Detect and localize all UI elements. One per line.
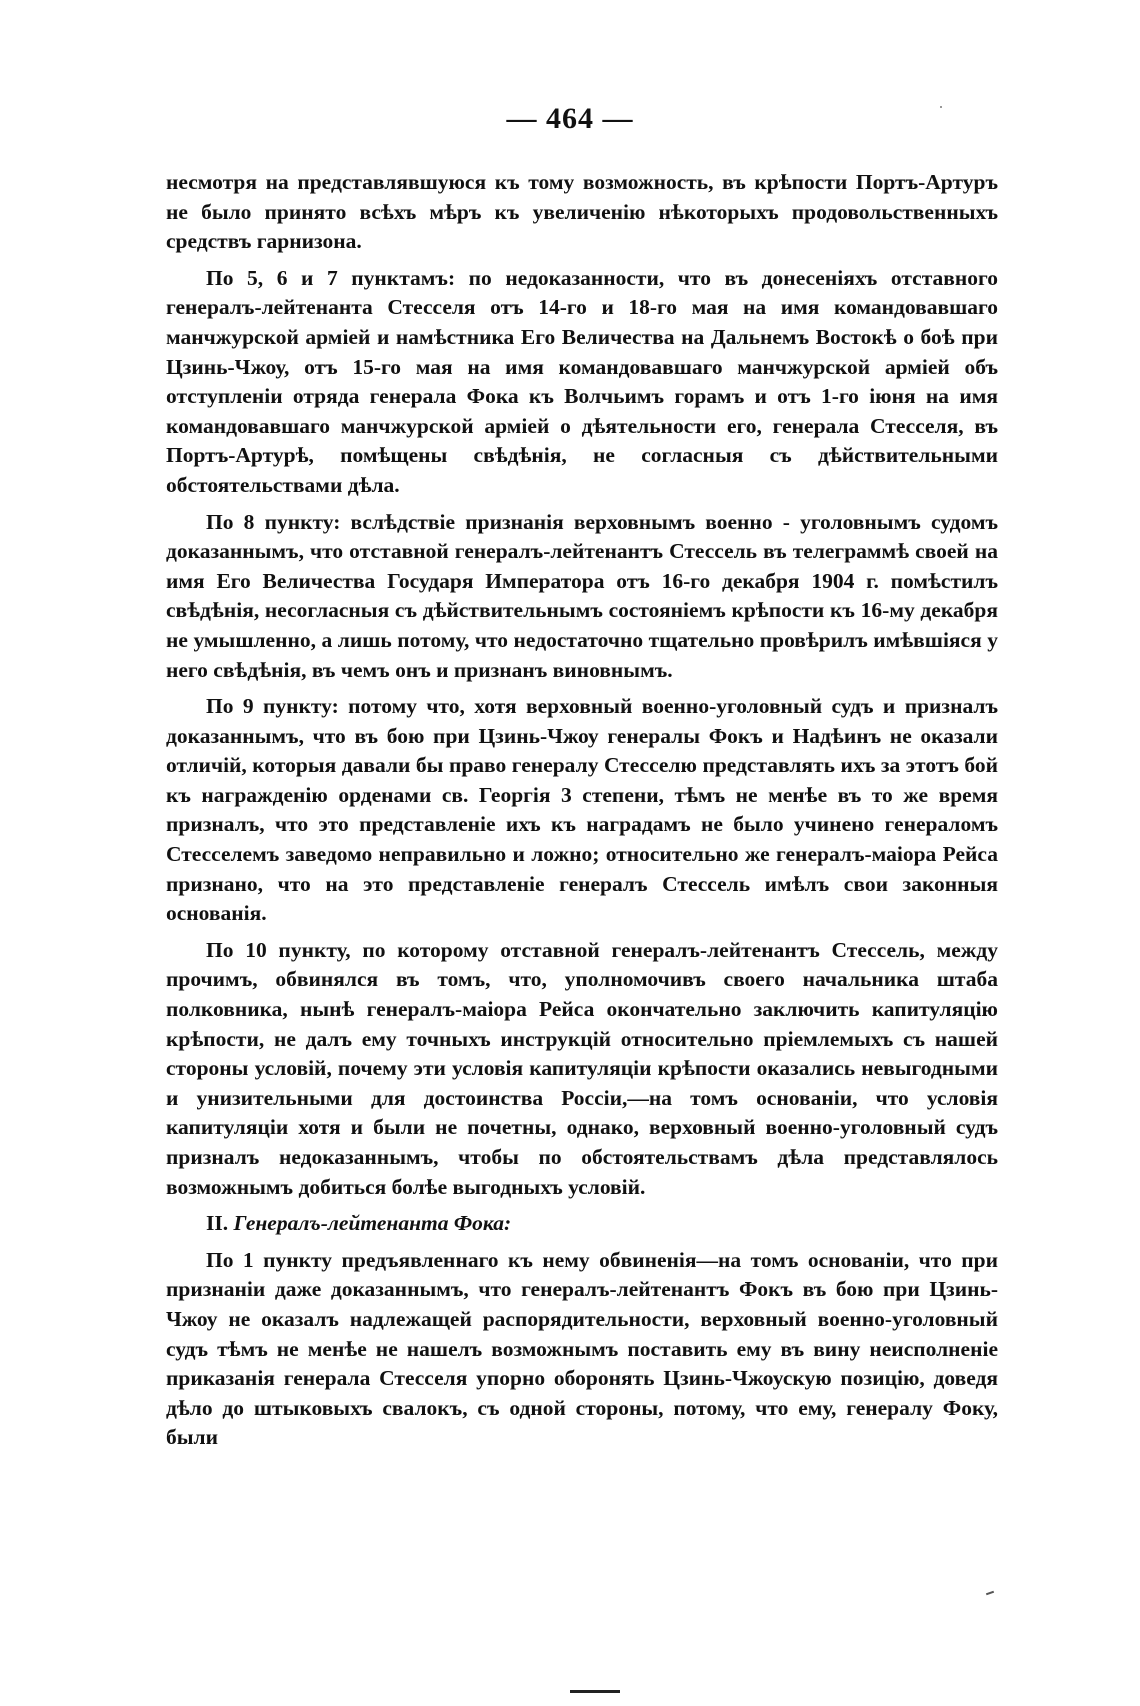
section-title: Генералъ-лейтенанта Фока: [233, 1211, 512, 1236]
paragraph-point-10: По 10 пункту, по которому отставной генералъ-лейтенантъ Стессель, между прочимъ, обвинялся въ томъ, что, уполномочивъ своего начальника штаба полковника, нынѣ генералъ-маіора Рейса окончательно заключить капитуляцію крѣпости, не далъ ему точныхъ инструкцій относительно пріемлемыхъ съ нашей стороны условій, почему эти условія капитуляціи крѣпости оказались невыгодными и унизительными для достоинства Россіи,—на томъ основаніи, что условія капитуляціи хотя и были не почетны, однако, верховный военно-уголовный судъ призналъ недоказаннымъ, чтобы по обстоятельствамъ дѣла представлялось возможнымъ добиться болѣе выгодныхъ условій. [166, 937, 998, 1199]
page-number: — 464 — [506, 102, 634, 135]
section-heading [166, 1209, 998, 1239]
paragraph-fok-point-1: По 1 пункту предъявленнаго къ нему обвиненія—на томъ основаніи, что при признаніи даже доказаннымъ, что генералъ-лейтенантъ Фокъ въ бою при Цзинь-Чжоу не оказалъ надлежащей распорядительности, верховный военно-уголовный судъ тѣмъ не менѣе не нашелъ возможнымъ поставить ему въ вину неисполненіе приказанія генерала Стесселя упорно оборонять Цзинь-Чжоускую позицію, доведя дѣло до штыковыхъ свалокъ, съ одной стороны, потому, что ему, генералу Фоку, были [166, 1247, 998, 1450]
paragraph-point-9: По 9 пункту: потому что, хотя верховный военно-уголовный судъ и призналъ доказаннымъ, что въ бою при Цзинь-Чжоу генералы Фокъ и Надѣинъ не оказали отличій, которыя давали бы право генералу Стесселю представлять ихъ за этотъ бой къ награжденію орденами св. Георгія 3 степени, тѣмъ не менѣе въ то же время призналъ, что это представленіе ихъ къ наградамъ не было учинено генераломъ Стесселемъ заведомо неправильно и ложно; относительно же генералъ-маіора Рейса признано, что на это представленіе генералъ Стессель имѣлъ свои законныя основанія. [166, 694, 998, 926]
section-number: II. [206, 1211, 229, 1236]
document-body [166, 168, 998, 1460]
paragraph-continuation: несмотря на представлявшуюся къ тому возможность, въ крѣпости Портъ-Артуръ не было принято всѣхъ мѣръ къ увеличенію нѣкоторыхъ продовольственныхъ средствъ гарнизона. [166, 170, 998, 254]
scan-mark [986, 1591, 994, 1596]
paragraph-points-5-6-7: По 5, 6 и 7 пунктамъ: по недоказанности, что въ донесеніяхъ отставного генералъ-лейтенанта Стесселя отъ 14-го и 18-го мая на имя командовавшаго манчжурской арміей и намѣстника Его Величества на Дальнемъ Востокѣ о боѣ при Цзинь-Чжоу, отъ 15-го мая на имя командовавшаго манчжурской арміей объ отступленіи отряда генерала Фока къ Волчьимъ горамъ и отъ 1-го іюня на имя командовавшаго манчжурской арміей о дѣятельности его, генерала Стесселя, въ Портъ-Артурѣ, помѣщены свѣдѣнія, не согласныя съ дѣйствительными обстоятельствами дѣла. [166, 265, 998, 497]
bottom-rule [570, 1690, 620, 1693]
paragraph-point-8: По 8 пункту: вслѣдствіе признанія верховнымъ военно - уголовнымъ судомъ доказаннымъ, что отставной генералъ-лейтенантъ Стессель въ телеграммѣ своей на имя Его Величества Государя Императора отъ 16-го декабря 1904 г. помѣстилъ свѣдѣнія, несогласныя съ дѣйствительнымъ состояніемъ крѣпости къ 16-му декабря не умышленно, а лишь потому, что недостаточно тщательно провѣрилъ имѣвшіяся у него свѣдѣнія, въ чемъ онъ и признанъ виновнымъ. [166, 509, 998, 682]
